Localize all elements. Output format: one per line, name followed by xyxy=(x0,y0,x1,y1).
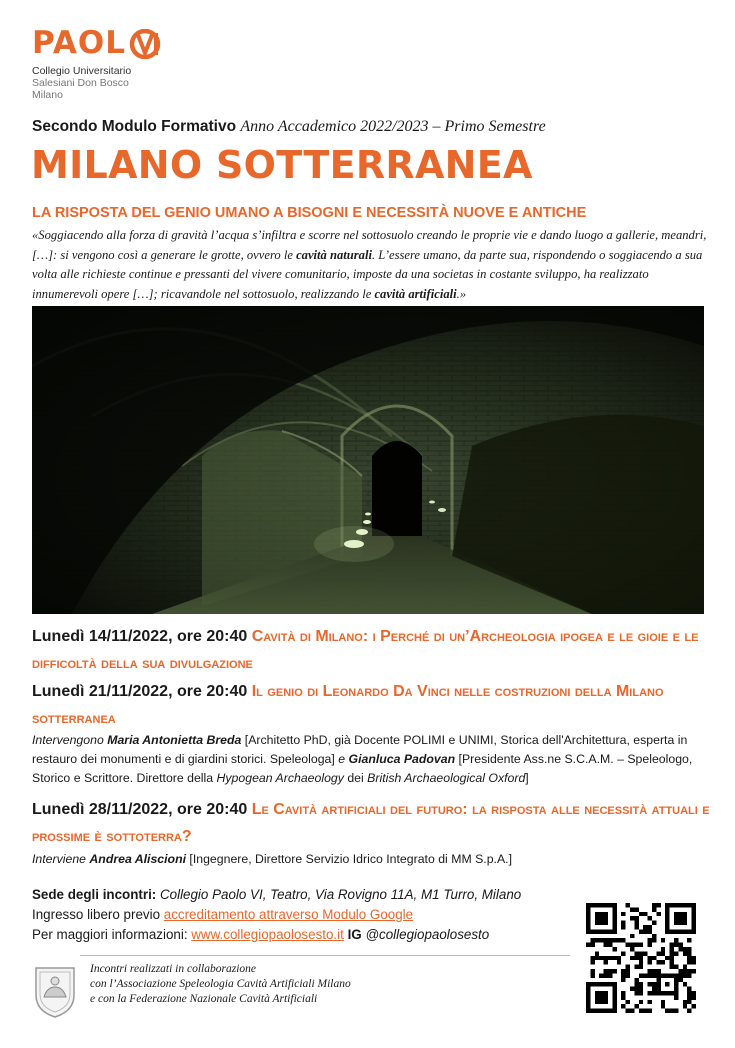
venue-label: Sede degli incontri: xyxy=(32,887,157,902)
speleology-shield-icon xyxy=(33,965,77,1019)
module-label: Secondo Modulo Formativo xyxy=(32,118,237,135)
event-1 xyxy=(32,623,712,677)
logo-line-3: Milano xyxy=(32,89,63,101)
intro-quote xyxy=(32,226,712,304)
event-1-date: Lunedì 14/11/2022, ore 20:40 xyxy=(32,628,248,645)
logo-word: PAOL xyxy=(32,25,126,61)
speakers-conjunction: e xyxy=(338,752,349,766)
logo-subtitle xyxy=(32,65,163,101)
event-3-speakers xyxy=(32,850,722,869)
logo-wordmark xyxy=(32,25,163,61)
event-3-title: Le Cavità artificiali del futuro: la risposta alle necessità attuali e prossime è sottoterra? xyxy=(32,801,710,845)
more-info-text: Per maggiori informazioni: xyxy=(32,927,192,942)
speaker-3-intro: Interviene xyxy=(32,852,90,866)
event-3 xyxy=(32,796,712,850)
footer-divider xyxy=(80,955,570,956)
collab-line-2: con l’Associazione Speleologia Cavità Artificiali Milano xyxy=(90,978,351,990)
publication-2: British Archaeological Oxford xyxy=(367,771,526,785)
venue-line xyxy=(32,885,521,905)
registration-link[interactable]: accreditamento attraverso Modulo Google xyxy=(163,907,414,922)
event-1-title: Cavità di Milano: i Perché di un’Archeologia ipogea e le gioie e le difficoltà della sua divulgazione xyxy=(32,628,699,672)
tunnel-photo xyxy=(32,306,704,614)
quote-bold-2: cavità artificiali xyxy=(374,286,457,301)
collaboration-note xyxy=(90,962,351,1007)
logo-line-1: Collegio Universitario xyxy=(32,65,132,77)
academic-year: Anno Accademico 2022/2023 – Primo Semestre xyxy=(240,118,546,135)
website-link[interactable]: www.collegiopaolosesto.it xyxy=(191,927,344,942)
venue-address: Collegio Paolo VI, Teatro, Via Rovigno 11A, M1 Turro, Milano xyxy=(156,887,522,902)
event-2 xyxy=(32,678,712,732)
instagram-label: IG xyxy=(343,927,362,942)
tunnel-illustration xyxy=(32,306,704,614)
logo-line-2: Salesiani Don Bosco xyxy=(32,77,129,89)
quote-part-3: .» xyxy=(456,286,467,301)
collab-line-3: e con la Federazione Nazionale Cavità Artificiali xyxy=(90,993,318,1005)
speaker-role-2c: ] xyxy=(525,771,529,785)
speaker-name-2: Gianluca Padovan xyxy=(348,752,456,766)
speaker-name-1: Maria Antonietta Breda xyxy=(107,733,242,747)
page-title: MILANO SOTTERRANEA xyxy=(31,143,533,187)
quote-part-2: . L’essere umano, da parte sua, rispondendo o soggiacendo a sua volta alle richieste continue e pressanti del vivere comunitario, imposte da una societas in costante sviluppo, ha realizzato innumerevoli opere […]; ricavandole nel sottosuolo, realizzando le xyxy=(32,247,703,301)
logo-vi-icon xyxy=(129,29,163,59)
instagram-handle: @collegiopaolosesto xyxy=(361,927,490,942)
collab-line-1: Incontri realizzati in collaborazione xyxy=(90,963,256,975)
speaker-role-1: [Architetto PhD, già Docente POLIMI e UNIMI, Storica dell'Architettura, esperta in restauro dei monumenti e di giardini storici. Speleologa] xyxy=(32,733,688,766)
speakers-intro: Intervengono xyxy=(32,733,108,747)
event-2-title: Il genio di Leonardo Da Vinci nelle costruzioni della Milano sotterranea xyxy=(32,683,664,727)
speaker-3-name: Andrea Aliscioni xyxy=(89,852,186,866)
publication-1: Hypogean Archaeology xyxy=(216,771,344,785)
quote-part-1: «Soggiacendo alla forza di gravità l’acqua s’infiltra e scorre nel sottosuolo creando le proprie vie e dando luogo a gallerie, meandri, […]: si vengono così a generare le grotte, ovvero le xyxy=(32,228,707,262)
contact-line xyxy=(32,925,521,945)
page-subtitle: LA RISPOSTA DEL GENIO UMANO A BISOGNI E NECESSITÀ NUOVE E ANTICHE xyxy=(32,205,587,221)
qr-code-icon[interactable] xyxy=(586,903,696,1013)
module-line xyxy=(32,118,546,136)
quote-bold-1: cavità naturali xyxy=(296,247,372,262)
speaker-role-2: [Presidente Ass.ne S.C.A.M. – Speleologo, Storico e Scrittore. Direttore della xyxy=(32,752,693,785)
entry-text: Ingresso libero previo xyxy=(32,907,164,922)
event-info xyxy=(32,885,521,945)
college-logo xyxy=(32,25,163,101)
entry-line xyxy=(32,905,521,925)
event-3-date: Lunedì 28/11/2022, ore 20:40 xyxy=(32,801,248,818)
speaker-3-role: [Ingegnere, Direttore Servizio Idrico Integrato di MM S.p.A.] xyxy=(186,852,513,866)
event-2-date: Lunedì 21/11/2022, ore 20:40 xyxy=(32,683,248,700)
speaker-role-2b: dei xyxy=(343,771,368,785)
event-2-speakers xyxy=(32,731,722,788)
